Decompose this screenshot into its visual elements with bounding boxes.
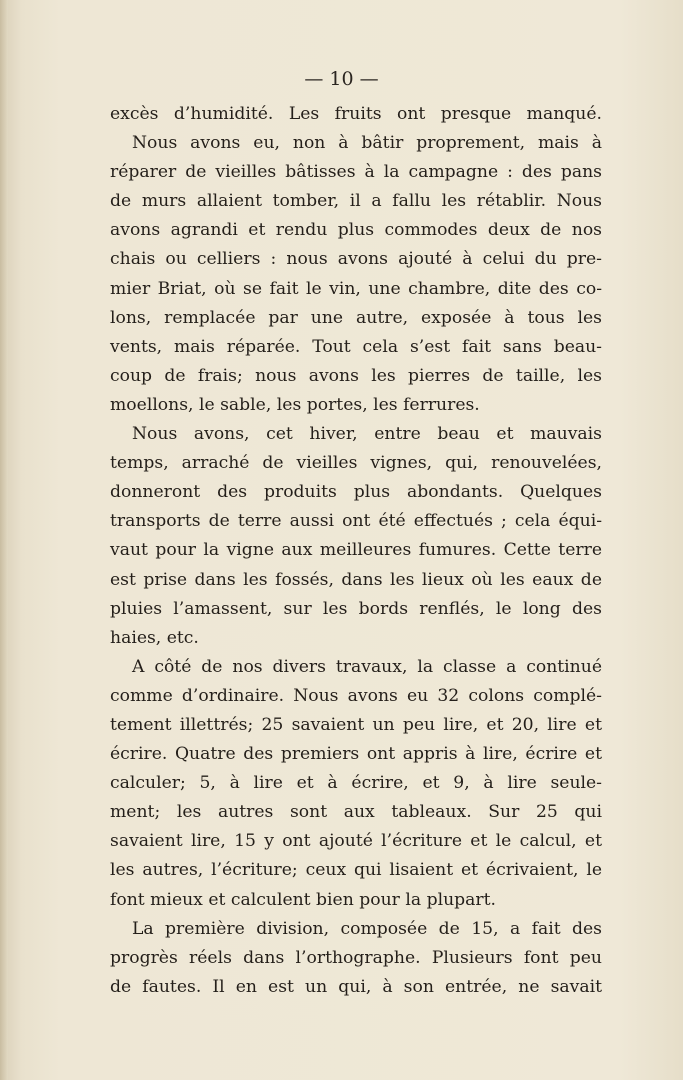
text-line: Nous avons, cet hiver, entre beau et mauvais: [132, 424, 602, 445]
text-line: A côté de nos divers travaux, la classe a continué: [132, 656, 602, 677]
text-line: les autres, l’écriture; ceux qui lisaient et écrivaient, le: [110, 860, 602, 881]
text-line: est prise dans les fossés, dans les lieux où les eaux de: [110, 569, 602, 590]
text-line: haies, etc.: [110, 627, 199, 648]
text-line: ment; les autres sont aux tableaux. Sur 25 qui: [110, 802, 602, 823]
text-line: de fautes. Il en est un qui, à son entrée, ne savait: [110, 976, 602, 997]
text-line: font mieux et calculent bien pour la plupart.: [110, 889, 496, 910]
text-line: La première division, composée de 15, a fait des: [132, 918, 602, 939]
text-line: pluies l’amassent, sur les bords renflés, le long des: [110, 598, 602, 619]
text-line: lons, remplacée par une autre, exposée à tous les: [110, 307, 602, 328]
text-line: de murs allaient tomber, il a fallu les rétablir. Nous: [110, 191, 602, 212]
text-line: donneront des produits plus abondants. Quelques: [110, 482, 602, 503]
text-line: excès d’humidité. Les fruits ont presque manqué.: [110, 104, 602, 124]
page-number: — 10 —: [304, 68, 379, 90]
text-line: tement illettrés; 25 savaient un peu lire, et 20, lire et: [110, 714, 602, 735]
text-line: temps, arraché de vieilles vignes, qui, renouvelées,: [110, 453, 602, 474]
text-line: moellons, le sable, les portes, les ferrures.: [110, 394, 480, 415]
text-line: calculer; 5, à lire et à écrire, et 9, à lire seule-: [110, 773, 602, 794]
text-line: progrès réels dans l’orthographe. Plusieurs font peu: [110, 947, 602, 968]
text-line: écrire. Quatre des premiers ont appris à lire, écrire et: [110, 744, 602, 765]
text-line: transports de terre aussi ont été effectués ; cela équi-: [110, 511, 602, 532]
text-line: réparer de vieilles bâtisses à la campagne : des pans: [110, 162, 602, 183]
text-line: coup de frais; nous avons les pierres de taille, les: [110, 365, 602, 386]
text-line: mier Briat, où se fait le vin, une chambre, dite des co-: [110, 278, 602, 299]
text-line: vents, mais réparée. Tout cela s’est fait sans beau-: [110, 336, 602, 357]
text-line: vaut pour la vigne aux meilleures fumures. Cette terre: [110, 540, 602, 561]
text-line: savaient lire, 15 y ont ajouté l’écriture et le calcul, et: [110, 831, 602, 852]
body-text: [110, 100, 602, 1002]
text-line: chais ou celliers : nous avons ajouté à celui du pre-: [110, 249, 602, 270]
text-line: avons agrandi et rendu plus commodes deux de nos: [110, 220, 602, 241]
text-line: comme d’ordinaire. Nous avons eu 32 colons complé-: [110, 685, 602, 706]
page-spine-edge: [0, 0, 8, 1080]
text-line: Nous avons eu, non à bâtir proprement, mais à: [132, 133, 602, 154]
